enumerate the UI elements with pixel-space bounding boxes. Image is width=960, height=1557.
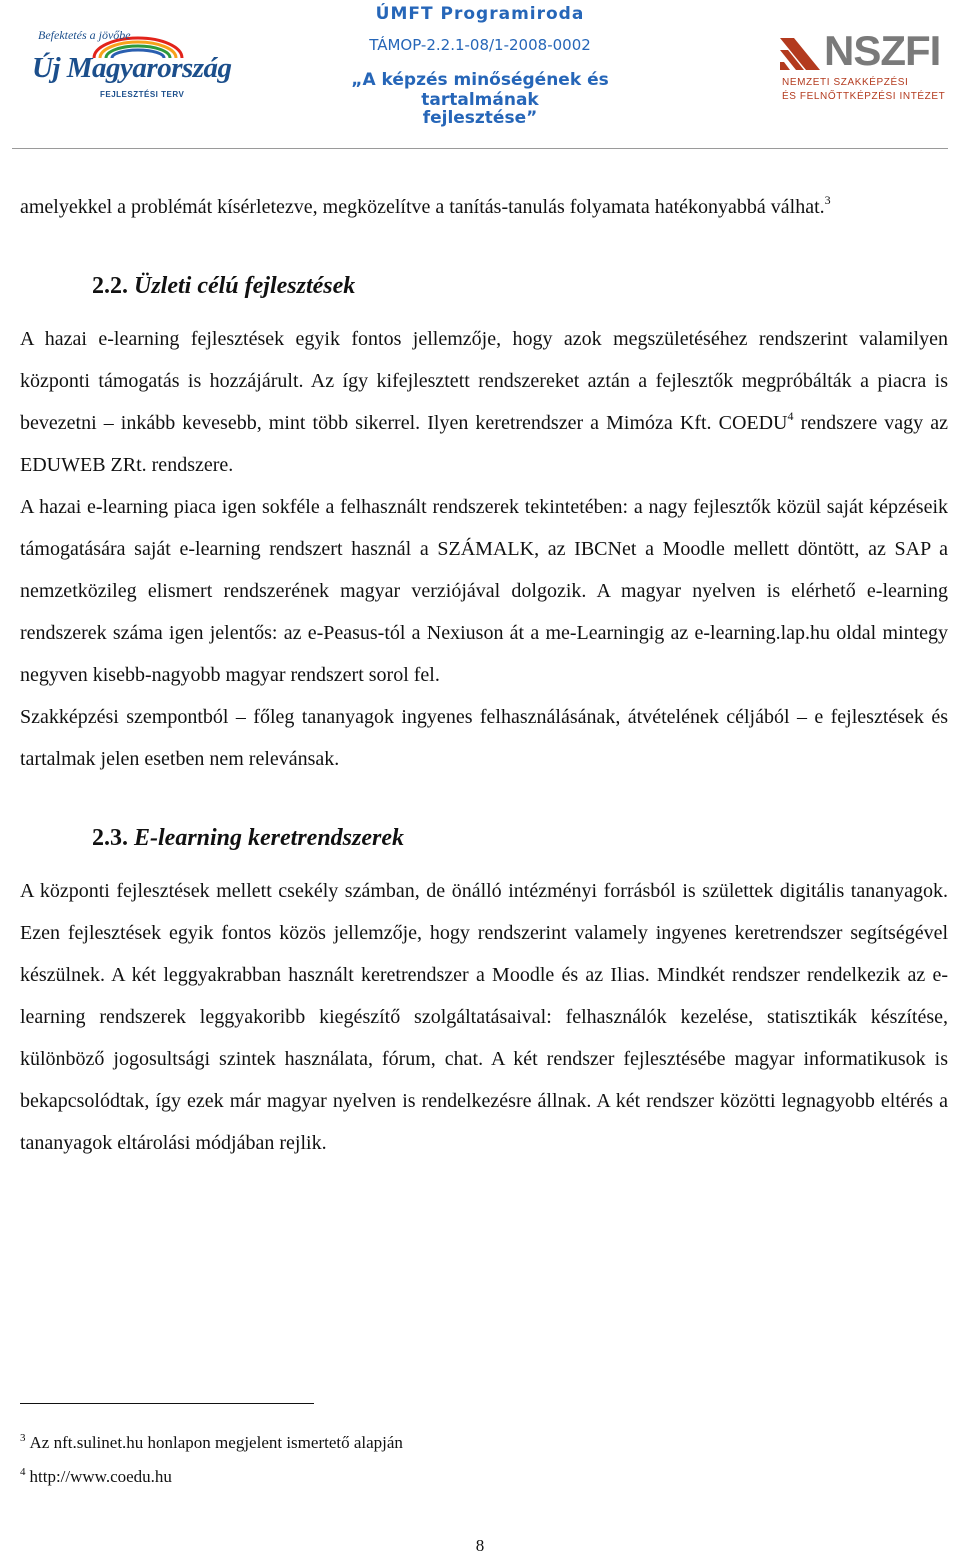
footnotes [20, 1426, 403, 1494]
section-heading-2-2 [20, 254, 948, 318]
paragraph [20, 318, 948, 486]
footnote [20, 1426, 403, 1460]
footnote-ref-3: 3 [824, 193, 831, 207]
project-title-line1: „A képzés minőségének és tartalmának [351, 70, 609, 110]
paragraph-text: A hazai e-learning fejlesztések egyik fontos jellemzője, hogy azok megszületéséhez rendszerint valamilyen központi támogatás is hozzájárult. Az így kifejlesztett rendszereket aztán a fejlesztők megpróbálták a piacra is bevezetni – inkább kevesebb, mint több sikerrel. Ilyen keretrendszer a Mimóza Kft. COEDU [20, 328, 948, 434]
spacer [20, 228, 948, 254]
uj-magyarorszag-logo [18, 18, 232, 100]
footnote [20, 1460, 403, 1494]
project-title-line2: fejlesztése” [422, 108, 538, 128]
section-heading-2-3 [20, 806, 948, 870]
page-header [0, 0, 960, 150]
footnote-mark: 4 [20, 1466, 26, 1478]
logo-brand: Új Magyarország [32, 52, 232, 84]
footnote-text: Az nft.sulinet.hu honlapon megjelent ismertető alapján [29, 1433, 403, 1452]
logo-tagline: Befektetés a jövőbe [38, 28, 131, 42]
section-title: Üzleti célú fejlesztések [134, 273, 356, 299]
paragraph: Szakképzési szempontból – főleg tananyagok ingyenes felhasználásának, átvételének céljából – e fejlesztések és tartalmak jelen esetben nem relevánsak. [20, 706, 948, 770]
spacer [20, 780, 948, 806]
nszfi-wordmark: NSZFI [824, 27, 941, 74]
document-body [20, 186, 948, 1164]
footnote-ref-4: 4 [787, 409, 794, 423]
institute-name-line2: ÉS FELNŐTTKÉPZÉSI INTÉZET [782, 91, 946, 102]
section-title: E-learning keretrendszerek [134, 825, 404, 851]
institute-name-line1: NEMZETI SZAKKÉPZÉSI [782, 77, 909, 88]
paragraph: A központi fejlesztések mellett csekély számban, de önálló intézményi forrásból is születtek digitális tananyagok. Ezen fejlesztések egyik fontos közös jellemzője, hogy rendszerint valamely ingyenes keretrendszer segítségével készülnek. A két leggyakrabban használt keretrendszer a Moodle és az Ilias. Mindkét rendszer rendelkezik az e-learning rendszerek leggyakoribb kiegészítő szolgáltatásaival: felhasználók kezelése, statisztikák készítése, különböző jogosultsági szintek használata, fórum, chat. A két rendszer fejlesztésébe magyar informatikusok is bekapcsolódtak, így ezek már magyar nyelven is rendelkezésre állnak. A két rendszer közötti legnagyobb eltérés a tananyagok eltárolási módjában rejlik. [20, 880, 948, 1154]
project-code: TÁMOP-2.2.1-08/1-2008-0002 [369, 36, 591, 54]
logo-subbrand: FEJLESZTÉSI TERV [100, 90, 185, 99]
footnote-divider [20, 1403, 314, 1404]
nszfi-logo [780, 22, 950, 104]
nszfi-stripes-icon [780, 34, 820, 74]
section-number: 2.3. [92, 825, 128, 851]
header-divider [12, 148, 948, 149]
paragraph-text: rendszere vagy az EDUWEB ZRt. rendszere. [20, 412, 948, 476]
footnote-link[interactable]: http://www.coedu.hu [29, 1467, 172, 1486]
intro-text: amelyekkel a problémát kísérletezve, megközelítve a tanítás-tanulás folyamata hatékonyabbá válhat. [20, 196, 825, 218]
page-number: 8 [475, 1536, 485, 1555]
program-office: ÚMFT Programiroda [375, 4, 585, 24]
paragraph: A hazai e-learning piaca igen sokféle a felhasznált rendszerek tekintetében: a nagy fejlesztők közül saját képzéseik támogatására saját e-learning rendszert használ a SZÁMALK, az IBCNet a Moodle mellett döntött, az SAP a nemzetközileg elismert rendszerének magyar verziójával dolgozik. A magyar nyelven is elérhető e-learning rendszerek száma igen jelentős: az e-Peasus-tól a Nexiuson át a me-Learningig az e-learning.lap.hu oldal mintegy negyven kisebb-nagyobb magyar rendszert sorol fel. [20, 496, 948, 686]
intro-paragraph [20, 186, 948, 228]
section-number: 2.2. [92, 273, 128, 299]
footnote-mark: 3 [20, 1432, 26, 1444]
